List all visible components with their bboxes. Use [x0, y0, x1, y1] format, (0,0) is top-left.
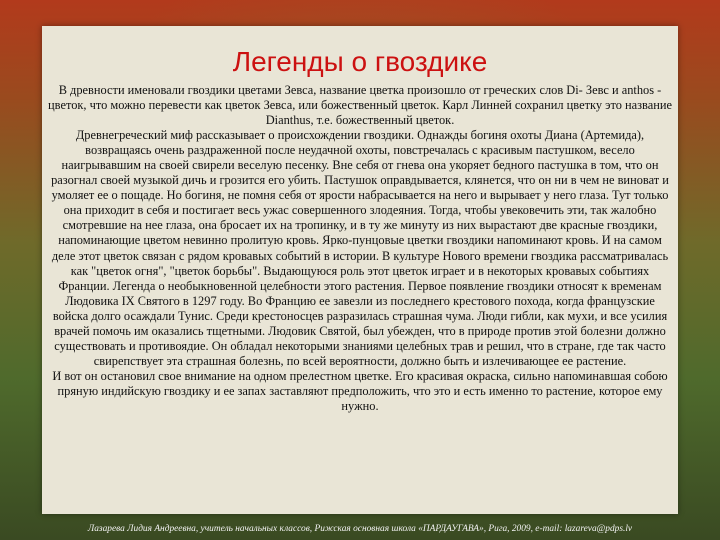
- author-footer: Лазарева Лидия Андреевна, учитель начальных классов, Рижская основная школа «ПАРДАУГАВА», Рига, 2009, e-mail: lazareva@pdps.lv: [87, 524, 633, 534]
- paragraph-2: Древнегреческий миф рассказывает о происхождении гвоздики. Однажды богиня охоты Диана (Артемида), возвращаясь очень раздраженной после неудачной охоты, повстречалась с красивым пастушком, весело наигрывавшим на своей свирели веселую песенку. Вне себя от гнева она укоряет бедного пастушка в том, что он разогнал своей музыкой дичь и грозится его убить. Пастушок оправдывается, клянется, что он ни в чем не виноват и умоляет ее о пощаде. Но богиня, не помня себя от ярости набрасывается на него и вырывает у него глаза. Тут только она приходит в себя и постигает весь ужас совершенного злодеяния. Тогда, чтобы увековечить эти, так жалобно смотревшие на нее глаза, она бросает их на тропинку, и в ту же минуту из них вырастают две красные гвоздики, напоминающие цветом невинно пролитую кровь. Ярко-пунцовые цветки гвоздики напоминают кровь. И на самом деле этот цветок связан с рядом кровавых событий в истории. В культуре Нового времени гвоздика рассматривалась как "цветок огня", "цветок борьбы". Выдающуюся роль этот цветок играет и в некоторых кровавых событиях Франции. Легенда о необыкновенной целебности этого растения. Первое появление гвоздики относят к временам Людовика IX Святого в 1297 году. Во Францию ее завезли из последнего крестового похода, когда французские войска долго осаждали Тунис. Среди крестоносцев разразилась страшная чума. Люди гибли, как мухи, и все усилия врачей помочь им оказались тщетными. Людовик Святой, был убежден, что в природе против этой болезни должно существовать и противоядие. Он обладал некоторыми знаниями целебных трав и решил, что в стране, где так часто свирепствует эта страшная болезнь, по всей вероятности, должно быть и излечивающее ее растение.: [51, 128, 669, 368]
- slide-body: [48, 83, 672, 414]
- slide-panel: [42, 26, 678, 514]
- paragraph-1: В древности именовали гвоздики цветами Зевса, название цветка произошло от греческих слов Di- Зевс и anthos - цветок, что можно перевести как цветок Зевса, или божественный цветок. Карл Линней сохранил цветку это название Dianthus, т.е. божественный цветок.: [48, 83, 672, 128]
- paragraph-3: И вот он остановил свое внимание на одном прелестном цветке. Его красивая окраска, сильно напоминавшая собою пряную индийскую гвоздику и ее запах заставляют предположить, что это и есть именно то растение, которое ему нужно.: [52, 368, 668, 413]
- slide-title: Легенды о гвоздике: [232, 46, 488, 77]
